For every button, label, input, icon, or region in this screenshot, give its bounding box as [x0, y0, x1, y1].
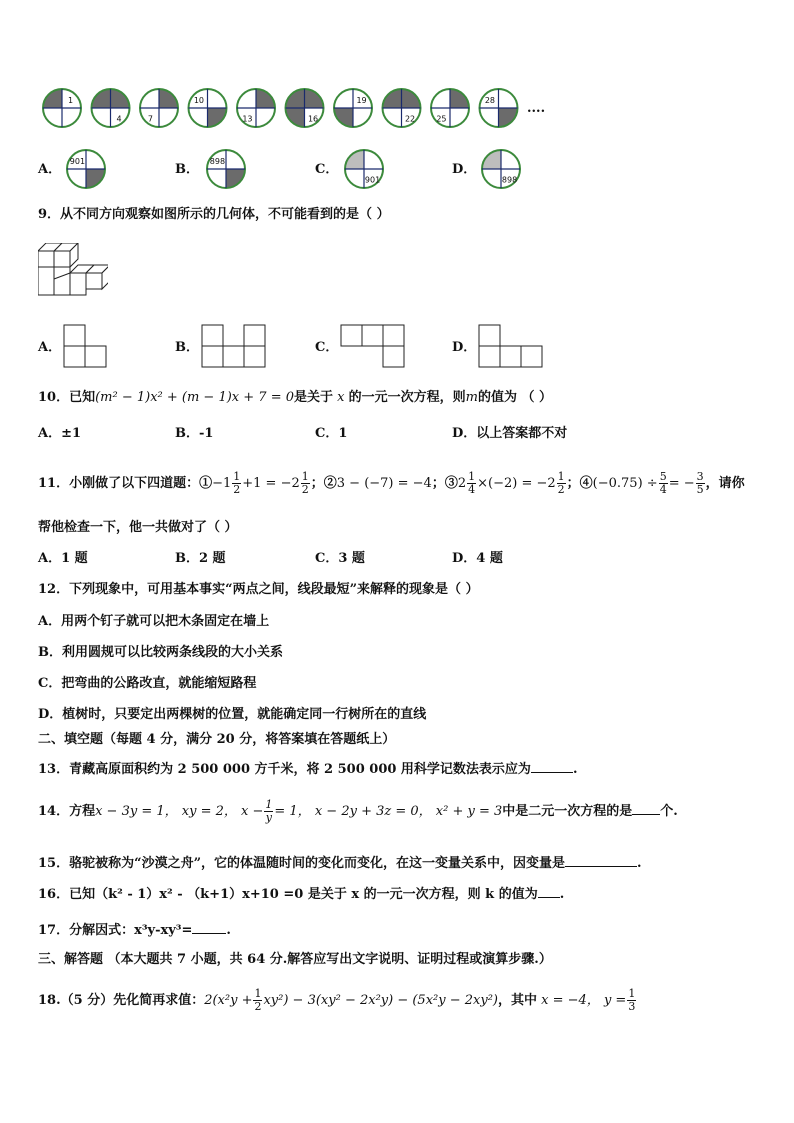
q9-option-c-label: C． [315, 340, 339, 355]
q8-option-circles [0, 147, 560, 193]
pattern-circle [189, 89, 227, 127]
pattern-circle [92, 89, 130, 127]
pattern-circle [383, 89, 421, 127]
pattern-circle [431, 89, 469, 127]
q9-option-c-figure [340, 324, 408, 370]
circle-number: 25 [436, 114, 447, 124]
pattern-circle [237, 89, 275, 127]
q18: 18.（5 分）先化简再求值：2(x²y + $\frac{1}{2}$ xy²) − 3(xy² − 2x²y) − (5x²y − 2xy²)，其中 x = −4， y = $\frac{1}{3}$ [38, 987, 636, 1013]
q11-option-c: C．3 题 [315, 551, 365, 566]
q8-pattern-row [40, 85, 560, 135]
q8-option-a-label: A． [38, 162, 62, 177]
q10-option-c: C．1 [315, 426, 348, 441]
circle-number: 901 [69, 157, 86, 167]
q11-line2: 帮他检查一下，他一共做对了（ ） [38, 520, 238, 535]
q9-option-d-figure [478, 324, 546, 370]
q13: 13．青藏高原面积约为 2 500 000 方千米，将 2 500 000 用科学记数法表示应为 . [38, 759, 577, 779]
q10-option-b: B．-1 [175, 426, 214, 441]
q16: 16．已知（k² - 1）x² - （k+1）x+10 =0 是关于 x 的一元一次方程，则 k 的值为 . [38, 884, 564, 904]
circle-number: 28 [484, 96, 496, 106]
circle-number: 10 [193, 96, 205, 106]
q9-option-a-label: A． [38, 340, 62, 355]
q9-solid-figure [38, 243, 108, 299]
q11-option-b: B．2 题 [175, 551, 226, 566]
q10-option-a: A．±1 [38, 426, 82, 441]
circle-number: 901 [364, 175, 381, 185]
q8-option-d-label: D． [452, 162, 477, 177]
q8-ellipsis: .... [527, 101, 546, 116]
option-circle [482, 150, 520, 188]
option-circle [67, 150, 105, 188]
q11-option-a: A．1 题 [38, 551, 88, 566]
q15: 15．骆驼被称为“沙漠之舟”，它的体温随时间的变化而变化，在这一变量关系中，因变量是 . [38, 853, 642, 873]
pattern-circle [334, 89, 372, 127]
pattern-circle [43, 89, 81, 127]
option-circle [345, 150, 383, 188]
q12-option-c: C．把弯曲的公路改直，就能缩短路程 [38, 676, 257, 691]
q11-stem: 11．小刚做了以下四道题：①−1 $\frac{1}{2}$ +1 = −2 $\frac{1}{2}$ ；②3 − (−7) = −4；③2 $\frac{1}{4}$ ×(−2) = −2 $\frac{1}{2}$ ；④(−0.75) ÷ $\frac{5}{4}$ = − $\frac{3}{5}$ ，请你 [38, 470, 745, 496]
circle-number: 22 [404, 114, 416, 124]
q8-option-b-label: B． [175, 162, 199, 177]
pattern-circle [480, 89, 518, 127]
option-circle [207, 150, 245, 188]
q14: 14．方程x − 3y = 1， xy = 2， x − $\frac{1}{y}$ = 1， x − 2y + 3z = 0， x² + y = 3中是二元一次方程的是 个. [38, 798, 678, 824]
circle-number: 898 [209, 157, 226, 167]
circle-number: 16 [307, 114, 319, 124]
circle-number: 19 [356, 96, 367, 106]
section-3-heading: 三、解答题 （本大题共 7 小题，共 64 分.解答应写出文字说明、证明过程或演算步骤.） [38, 952, 552, 967]
section-2-heading: 二、填空题（每题 4 分，满分 20 分，将答案填在答题纸上） [38, 732, 396, 747]
q9-stem: 9．从不同方向观察如图所示的几何体，不可能看到的是（ ） [38, 207, 390, 222]
q9-option-b-figure [201, 324, 269, 370]
pattern-circle [140, 89, 178, 127]
circle-number: 13 [242, 114, 253, 124]
q9-option-b-label: B． [175, 340, 199, 355]
q12-option-b: B．利用圆规可以比较两条线段的大小关系 [38, 645, 283, 660]
circle-number: 7 [147, 114, 153, 124]
circle-number: 1 [68, 96, 74, 106]
q17: 17．分解因式：x³y-xy³= . [38, 920, 231, 940]
q9-option-a-figure [63, 324, 109, 370]
q11-option-d: D．4 题 [452, 551, 503, 566]
q8-option-c-label: C． [315, 162, 339, 177]
q12-option-a: A．用两个钉子就可以把木条固定在墙上 [38, 614, 270, 629]
q10-option-d: D．以上答案都不对 [452, 426, 568, 441]
q9-option-d-label: D． [452, 340, 477, 355]
q10-stem: 10．已知(m² − 1)x² + (m − 1)x + 7 = 0是关于 x 的一元一次方程，则m的值为 （ ） [38, 390, 553, 405]
circle-pattern-figure [40, 85, 560, 131]
circle-number: 4 [116, 114, 122, 124]
pattern-circle [286, 89, 324, 127]
circle-number: 898 [501, 175, 518, 185]
q12-stem: 12．下列现象中，可用基本事实“两点之间，线段最短”来解释的现象是（ ） [38, 582, 479, 597]
q12-option-d: D．植树时，只要定出两棵树的位置，就能确定同一行树所在的直线 [38, 707, 427, 722]
